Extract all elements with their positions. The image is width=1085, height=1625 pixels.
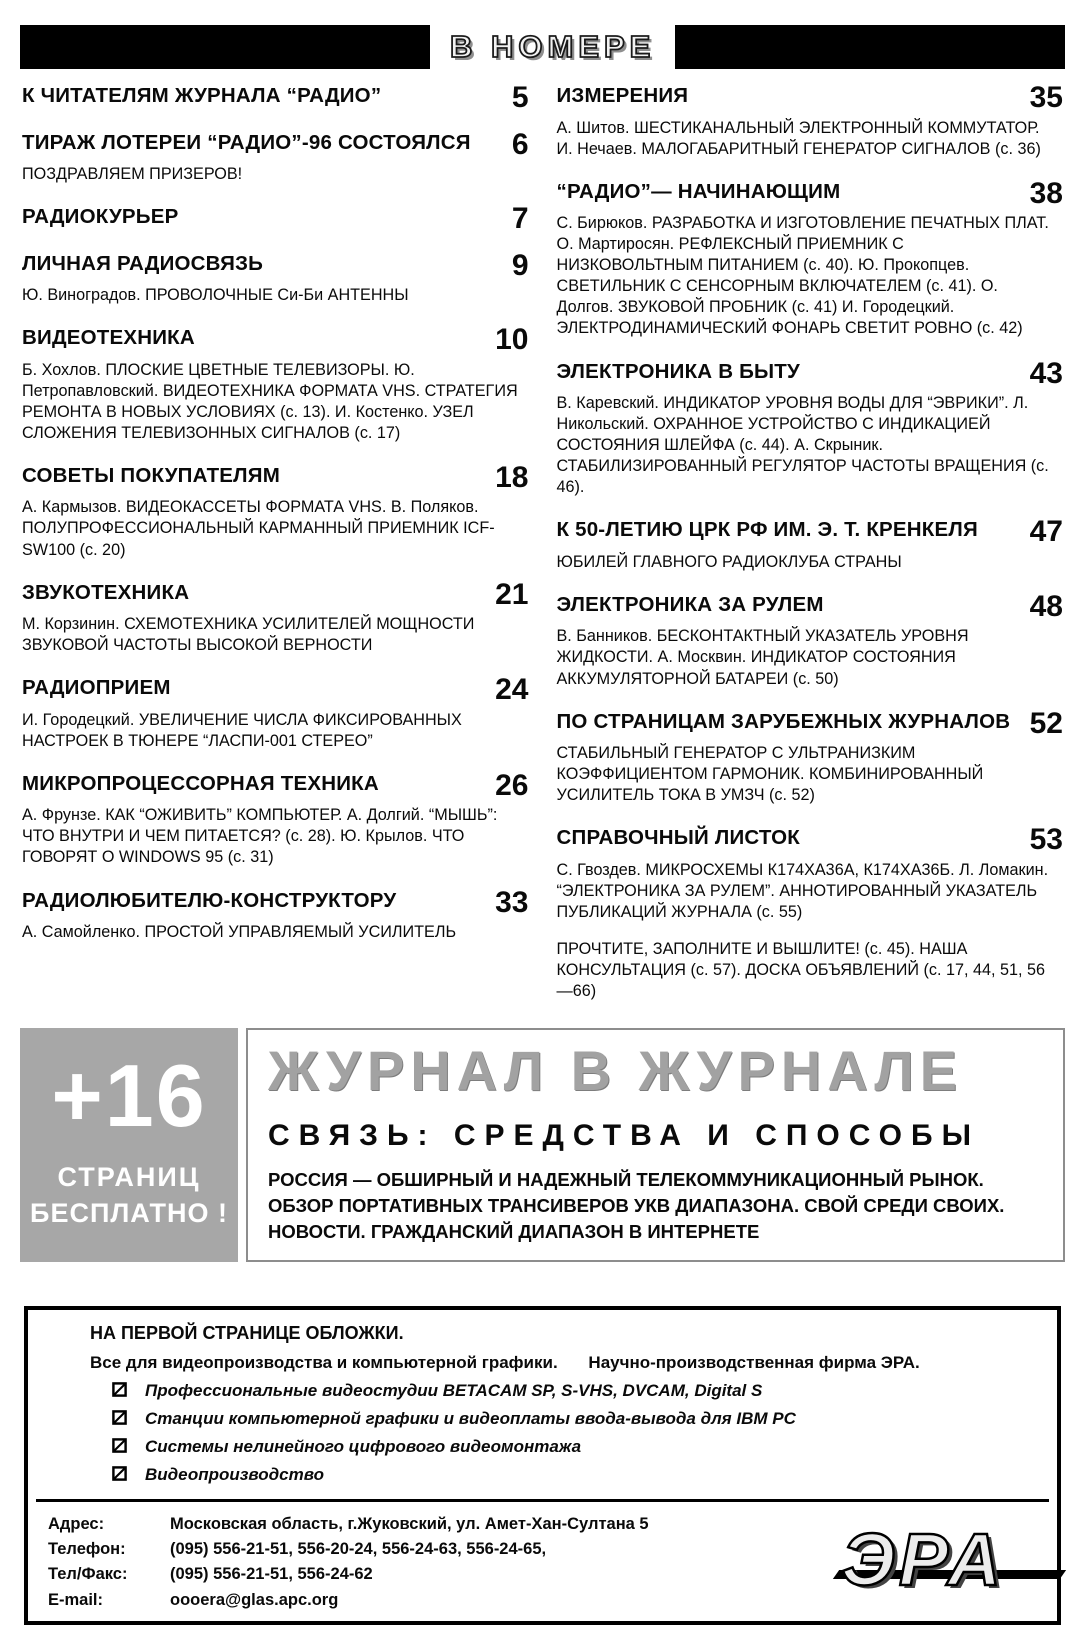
banner-subtitle: СВЯЗЬ: СРЕДСТВА И СПОСОБЫ [268, 1118, 980, 1152]
toc-section [556, 589, 1064, 690]
toc-section [556, 515, 1064, 573]
toc-section-head [22, 885, 529, 919]
toc-section-head [22, 460, 529, 494]
toc-section [556, 176, 1064, 340]
toc-section [22, 248, 529, 307]
toc-right-column [556, 81, 1064, 1002]
cover-ad-intro [28, 1353, 1057, 1373]
toc-page-number: 10 [495, 323, 529, 357]
toc-section-title: МИКРОПРОЦЕССОРНАЯ ТЕХНИКА [22, 771, 379, 795]
toc-section-description: С. Бирюков. РАЗРАБОТКА И ИЗГОТОВЛЕНИЕ ПЕЧАТНЫХ ПЛАТ. О. Мартиросян. РЕФЛЕКСНЫЙ ПРИЕМНИК С НИЗКОВОЛЬТНЫМ ПИТАНИЕМ (с. 40). Ю. Прокопцев. СВЕТИЛЬНИК С СЕНСОРНЫМ ВКЛЮЧАТЕЛЕМ (с. 41). О. Долгов. ЗВУКОВОЙ ПРОБНИК (с. 41) И. Городецкий. ЭЛЕКТРОДИНАМИЧЕСКИЙ ФОНАРЬ СВЕТИТ РОВНО (с. 42) [556, 214, 1049, 338]
toc-page-number: 35 [1029, 81, 1063, 114]
toc-page-number: 26 [495, 768, 529, 802]
toc-section-head [22, 577, 529, 611]
era-logo [841, 1518, 1005, 1602]
toc-section [556, 81, 1064, 160]
toc-section-title: “РАДИО”— НАЧИНАЮЩИМ [556, 179, 841, 203]
toc-section [22, 127, 529, 186]
toc-section-head [556, 176, 1064, 210]
checkbox-checked-icon [112, 1409, 127, 1430]
toc-page-number: 33 [495, 885, 529, 919]
toc-section [22, 768, 529, 869]
plus16-promo-box [20, 1028, 238, 1262]
toc-page-number: 21 [495, 577, 529, 611]
page-title: В НОМЕРЕ [450, 29, 656, 64]
cover-ad-checklist [28, 1380, 1057, 1487]
toc-section-title: СОВЕТЫ ПОКУПАТЕЛЯМ [22, 463, 280, 487]
toc-section-head [556, 589, 1064, 623]
banner-title: ЖУРНАЛ В ЖУРНАЛЕ [268, 1039, 964, 1103]
checklist-item [112, 1408, 1037, 1430]
contact-value: (095) 556-21-51, 556-20-24, 556-24-63, 556-24-65, [170, 1539, 547, 1558]
journal-in-journal-banner [20, 1028, 1065, 1262]
promo-line1: СТРАНИЦ [57, 1161, 201, 1192]
toc-section-head [556, 515, 1064, 549]
checklist-item [112, 1464, 1037, 1486]
toc-section-title: ЭЛЕКТРОНИКА ЗА РУЛЕМ [556, 592, 824, 616]
toc-page-number: 7 [511, 202, 529, 236]
toc-section [22, 202, 529, 236]
cover-ad-footer [28, 1502, 1057, 1613]
toc-section-head [22, 248, 529, 282]
toc-page-number: 18 [495, 460, 529, 494]
toc-section-head [22, 323, 529, 357]
checklist-item-text: Системы нелинейного цифрового видеомонтажа [145, 1437, 582, 1457]
toc-section-description: ПОЗДРАВЛЯЕМ ПРИЗЕРОВ! [22, 165, 243, 183]
contact-row [48, 1563, 842, 1585]
contact-value: (095) 556-21-51, 556-24-62 [170, 1565, 373, 1584]
toc-page-number: 48 [1029, 589, 1063, 623]
toc-section-title: ЛИЧНАЯ РАДИОСВЯЗЬ [22, 251, 264, 275]
checkbox-checked-icon [112, 1437, 127, 1458]
banner-body: РОССИЯ — ОБШИРНЫЙ И НАДЕЖНЫЙ ТЕЛЕКОММУНИКАЦИОННЫЙ РЫНОК. ОБЗОР ПОРТАТИВНЫХ ТРАНСИВЕРОВ УКВ ДИАПАЗОНА. СВОЙ СРЕДИ СВОИХ. НОВОСТИ. ГРАЖДАНСКИЙ ДИАПАЗОН В ИНТЕРНЕТЕ [268, 1168, 1005, 1243]
toc-section-head [22, 673, 529, 707]
contact-value: Московская область, г.Жуковский, ул. Амет-Хан-Султана 5 [170, 1514, 649, 1533]
contact-label: Телефон: [48, 1539, 126, 1558]
toc-section [22, 460, 529, 561]
contact-value: oooera@glas.apc.org [170, 1590, 339, 1609]
toc-section-title: ЗВУКОТЕХНИКА [22, 580, 190, 604]
cover-ad-firm-name: Научно-производственная фирма ЭРА. [588, 1352, 920, 1372]
cover-ad-box [24, 1306, 1061, 1625]
contact-row [48, 1538, 842, 1560]
toc-section [22, 577, 529, 657]
toc-section-description: Ю. Виноградов. ПРОВОЛОЧНЫЕ Си-Би АНТЕННЫ [22, 286, 409, 305]
toc-section-head [22, 202, 529, 236]
toc-section-description: ЮБИЛЕЙ ГЛАВНОГО РАДИОКЛУБА СТРАНЫ [556, 552, 902, 571]
checklist-item-text: Профессиональные видеостудии BETACAM SP, S-VHS, DVCAM, Digital S [145, 1380, 763, 1400]
toc-section-description: А. Фрунзе. КАК “ОЖИВИТЬ” КОМПЬЮТЕР. А. Долгий. “МЫШЬ”: ЧТО ВНУТРИ И ЧЕМ ПИТАЕТСЯ? (с. 28). Ю. Крылов. ЧТО ГОВОРЯТ О WINDOWS 95 (с. 31) [22, 806, 498, 867]
era-logo-text: ЭРА [841, 1518, 1005, 1602]
toc-section-title: К 50-ЛЕТИЮ ЦРК РФ ИМ. Э. Т. КРЕНКЕЛЯ [556, 518, 978, 542]
toc-section-head [556, 706, 1064, 740]
toc-section-description: А. Самойленко. ПРОСТОЙ УПРАВЛЯЕМЫЙ УСИЛИТЕЛЬ [22, 923, 457, 941]
toc-section [556, 356, 1064, 499]
contact-row [48, 1513, 842, 1535]
toc-page-number: 6 [511, 127, 529, 161]
toc-section-head [556, 356, 1064, 390]
toc-section-title: ТИРАЖ ЛОТЕРЕИ “РАДИО”-96 СОСТОЯЛСЯ [22, 130, 471, 154]
toc-section-description: Б. Хохлов. ПЛОСКИЕ ЦВЕТНЫЕ ТЕЛЕВИЗОРЫ. Ю. Петропавловский. ВИДЕОТЕХНИКА ФОРМАТА VHS. СТРАТЕГИЯ РЕМОНТА В НОВЫХ УСЛОВИЯХ (с. 13). И. Костенко. УЗЕЛ СЛОЖЕНИЯ ТЕЛЕВИЗОННЫХ СИГНАЛОВ (с. 17) [22, 360, 518, 442]
contacts-block [48, 1510, 842, 1611]
contact-label: E-mail: [48, 1590, 104, 1609]
checklist-item [112, 1436, 1037, 1458]
banner-box [246, 1028, 1065, 1262]
toc-section-description: СТАБИЛЬНЫЙ ГЕНЕРАТОР С УЛЬТРАНИЗКИМ КОЭФФИЦИЕНТОМ ГАРМОНИК. КОМБИНИРОВАННЫЙ УСИЛИТЕЛЬ ТОКА В УМЗЧ (с. 52) [556, 744, 984, 805]
toc-section [556, 823, 1064, 923]
toc-section-title: РАДИОЛЮБИТЕЛЮ-КОНСТРУКТОРУ [22, 888, 397, 912]
toc-section [22, 323, 529, 444]
header-bar-right [675, 25, 1065, 69]
toc-section-title: ПО СТРАНИЦАМ ЗАРУБЕЖНЫХ ЖУРНАЛОВ [556, 709, 1011, 733]
toc-left-column [22, 81, 529, 1002]
toc-section-title: РАДИОКУРЬЕР [22, 205, 179, 229]
toc-section-description: А. Кармызов. ВИДЕОКАССЕТЫ ФОРМАТА VHS. В. Поляков. ПОЛУПРОФЕССИОНАЛЬНЫЙ КАРМАННЫЙ ПРИЕМНИК ICF-SW100 (с. 20) [22, 498, 495, 559]
cover-ad-intro-text: Все для видеопроизводства и компьютерной графики. [90, 1352, 558, 1372]
page-header [20, 25, 1065, 69]
toc-footnote: ПРОЧТИТЕ, ЗАПОЛНИТЕ И ВЫШЛИТЕ! (с. 45). НАША КОНСУЛЬТАЦИЯ (с. 57). ДОСКА ОБЪЯВЛЕНИЙ (с. 17, 44, 51, 56—66) [556, 939, 1045, 1001]
contact-row [48, 1589, 842, 1611]
toc-section-title: СПРАВОЧНЫЙ ЛИСТОК [556, 826, 800, 850]
checklist-item [112, 1380, 1037, 1402]
header-bar-left [20, 25, 430, 69]
checkbox-checked-icon [112, 1465, 127, 1486]
toc-section-title: К ЧИТАТЕЛЯМ ЖУРНАЛА “РАДИО” [22, 84, 382, 107]
table-of-contents [0, 81, 1085, 1002]
toc-section-head [22, 81, 529, 114]
checkbox-checked-icon [112, 1381, 127, 1402]
toc-section-head [556, 81, 1064, 114]
toc-section [22, 885, 529, 944]
toc-section-description: В. Банников. БЕСКОНТАКТНЫЙ УКАЗАТЕЛЬ УРОВНЯ ЖИДКОСТИ. А. Москвин. ИНДИКАТОР СОСТОЯНИЯ АККУМУЛЯТОРНОЙ БАТАРЕИ (с. 50) [556, 627, 969, 688]
checklist-item-text: Станции компьютерной графики и видеоплаты ввода-вывода для IBM PC [145, 1408, 796, 1428]
promo-line2: БЕСПЛАТНО ! [30, 1197, 228, 1228]
contact-label: Адрес: [48, 1514, 105, 1533]
toc-page-number: 38 [1029, 176, 1063, 210]
toc-section-description: А. Шитов. ШЕСТИКАНАЛЬНЫЙ ЭЛЕКТРОННЫЙ КОММУТАТОР. И. Нечаев. МАЛОГАБАРИТНЫЙ ГЕНЕРАТОР СИГНАЛОВ (с. 36) [556, 118, 1041, 158]
toc-page-number: 53 [1029, 823, 1063, 857]
toc-section-description: И. Городецкий. УВЕЛИЧЕНИЕ ЧИСЛА ФИКСИРОВАННЫХ НАСТРОЕК В ТЮНЕРЕ “ЛАСПИ-001 СТЕРЕО” [22, 710, 462, 750]
toc-section-title: РАДИОПРИЕМ [22, 676, 171, 700]
toc-page-number: 5 [511, 81, 529, 114]
toc-page-number: 43 [1029, 356, 1063, 390]
toc-page-number: 9 [511, 248, 529, 282]
toc-section-head [22, 768, 529, 802]
toc-section-title: ИЗМЕРЕНИЯ [556, 84, 689, 107]
toc-section-description: В. Каревский. ИНДИКАТОР УРОВНЯ ВОДЫ ДЛЯ “ЭВРИКИ”. Л. Никольский. ОХРАННОЕ УСТРОЙСТВО С ИНДИКАЦИЕЙ СОСТОЯНИЯ ШЛЕЙФА (с. 44). А. Скрыник. СТАБИЛИЗИРОВАННЫЙ РЕГУЛЯТОР ЧАСТОТЫ ВРАЩЕНИЯ (с. 46). [556, 394, 1049, 497]
toc-section-title: ЭЛЕКТРОНИКА В БЫТУ [556, 359, 800, 383]
toc-section [22, 673, 529, 752]
toc-page-number: 24 [495, 673, 529, 707]
toc-section-description: М. Корзинин. СХЕМОТЕХНИКА УСИЛИТЕЛЕЙ МОЩНОСТИ ЗВУКОВОЙ ЧАСТОТЫ ВЫСОКОЙ ВЕРНОСТИ [22, 615, 475, 655]
toc-section-head [22, 127, 529, 161]
toc-page-number: 47 [1029, 515, 1063, 549]
contact-label: Тел/Факс: [48, 1565, 128, 1584]
toc-section [22, 81, 529, 114]
toc-section-description: С. Гвоздев. МИКРОСХЕМЫ К174ХА36А, К174ХА36Б. Л. Ломакин. “ЭЛЕКТРОНИКА ЗА РУЛЕМ”. АННОТИРОВАННЫЙ УКАЗАТЕЛЬ ПУБЛИКАЦИЙ ЖУРНАЛА (с. 55) [556, 860, 1049, 921]
cover-ad-heading: НА ПЕРВОЙ СТРАНИЦЕ ОБЛОЖКИ. [90, 1322, 404, 1343]
toc-section-title: ВИДЕОТЕХНИКА [22, 326, 195, 350]
toc-section-head [556, 823, 1064, 857]
toc-page-number: 52 [1029, 706, 1063, 740]
checklist-item-text: Видеопроизводство [145, 1465, 324, 1485]
toc-section [556, 706, 1064, 807]
promo-badge: +16 [51, 1046, 207, 1146]
